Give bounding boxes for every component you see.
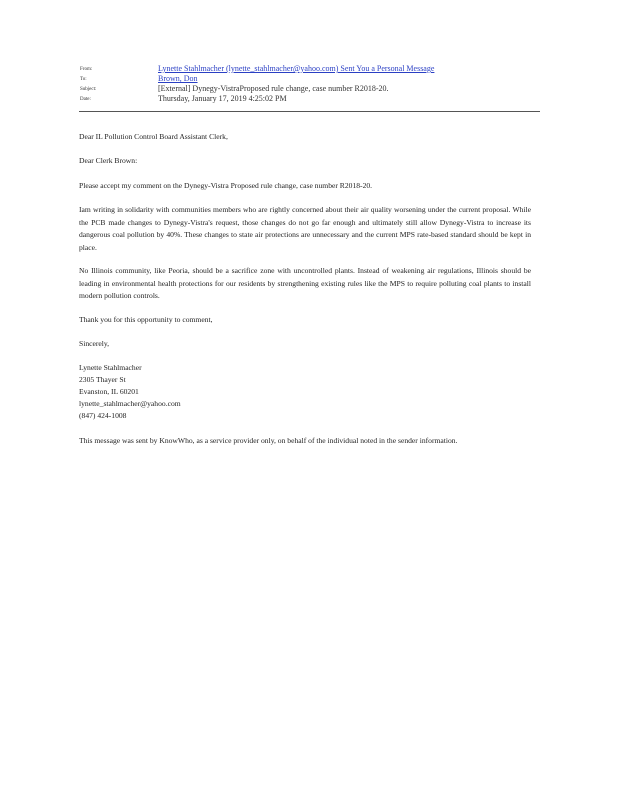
- date-value: Thursday, January 17, 2019 4:25:02 PM: [158, 94, 287, 103]
- paragraph-3: No Illinois community, like Peoria, should be a sacrifice zone with uncontrolled plants. Instead of weakening air regulations, Illinois should be leading in environmental health protections for our residents by strengthening existing rules like the MPS to require polluting coal plants to install modern pollution controls.: [79, 266, 531, 300]
- from-link[interactable]: Lynette Stahlmacher (lynette_stahlmacher@yahoo.com) Sent You a Personal Message: [158, 64, 435, 73]
- date-label: Date:: [80, 97, 91, 102]
- footer-note: This message was sent by KnowWho, as a service provider only, on behalf of the individual noted in the sender information.: [79, 436, 458, 445]
- signature-name: Lynette Stahlmacher: [79, 363, 142, 372]
- greeting-line-1: Dear IL Pollution Control Board Assistant Clerk,: [79, 132, 228, 141]
- subject-label: Subject:: [80, 87, 97, 92]
- to-link[interactable]: Brown, Don: [158, 74, 198, 83]
- from-label: From:: [80, 67, 93, 72]
- closing-line: Sincerely,: [79, 339, 110, 348]
- signature-phone: (847) 424-1008: [79, 411, 127, 420]
- subject-value: [External] Dynegy-VistraProposed rule change, case number R2018-20.: [158, 84, 389, 93]
- paragraph-2: Iam writing in solidarity with communities members who are rightly concerned about their air quality worsening under the current proposal. While the PCB made changes to Dynegy-Vistra's request, those changes do not go far enough and ultimately still allow Dynegy-Vistra to increase its dangerous coal pollution by 40%. These changes to state air protections are unnecessary and the current MPS rate-based standard should be kept in place.: [79, 205, 531, 252]
- paragraph-1: Please accept my comment on the Dynegy-Vistra Proposed rule change, case number R2018-20.: [79, 181, 373, 190]
- greeting-line-2: Dear Clerk Brown:: [79, 156, 138, 165]
- signature-email: lynette_stahlmacher@yahoo.com: [79, 399, 181, 408]
- signature-city: Evanston, IL 60201: [79, 387, 139, 396]
- thanks-line: Thank you for this opportunity to comment,: [79, 315, 213, 324]
- signature-street: 2305 Thayer St: [79, 375, 126, 384]
- header-divider: [79, 111, 540, 112]
- to-label: To:: [80, 77, 87, 82]
